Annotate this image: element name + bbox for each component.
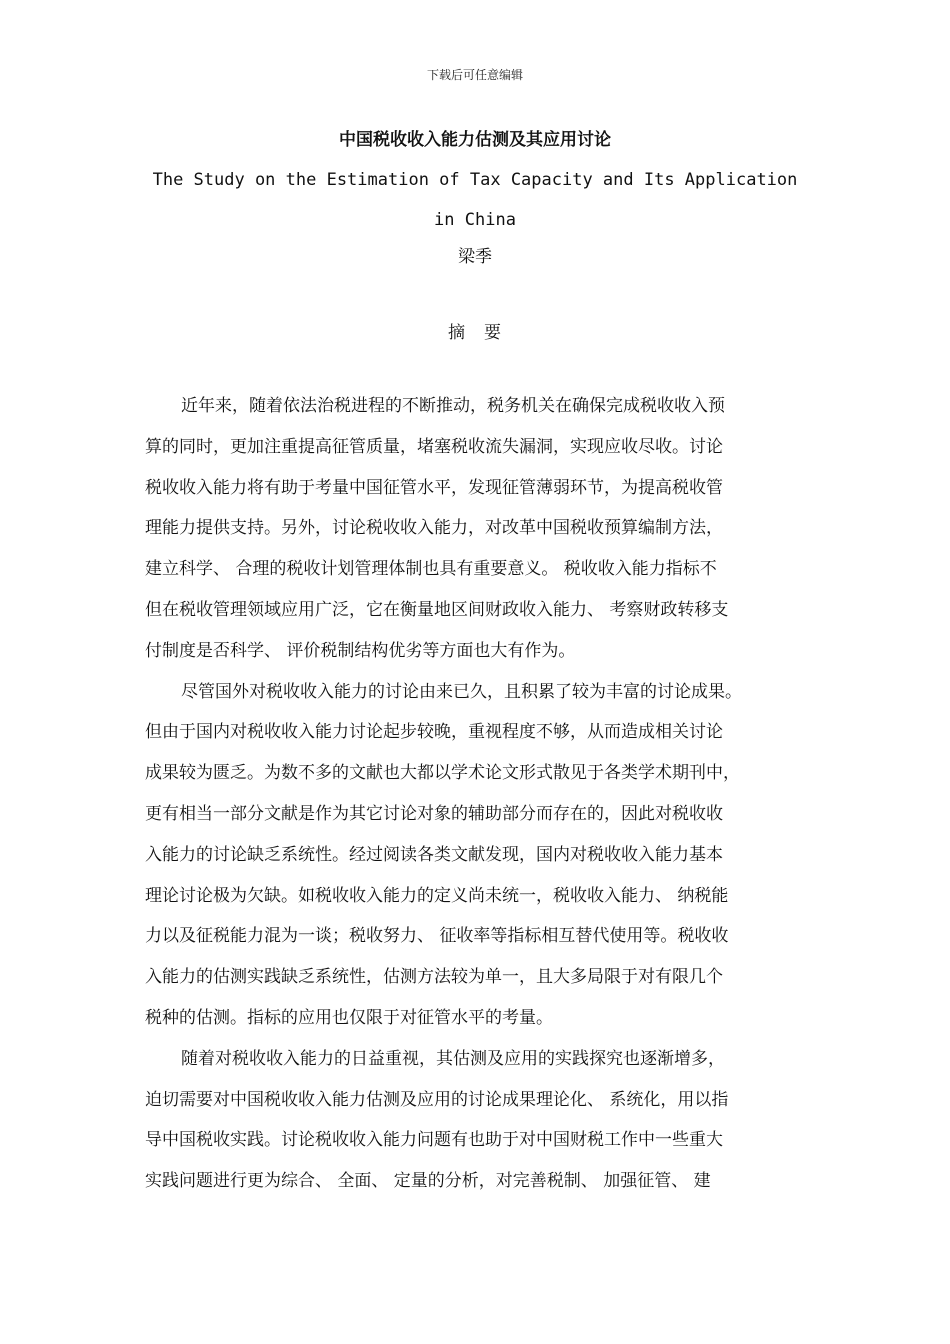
text-line: 但由于国内对税收收入能力讨论起步较晚，重视程度不够，从而造成相关讨论 [145,722,723,743]
text-line: 随着对税收收入能力的日益重视，其估测及应用的实践探究也逐渐增多， [181,1048,725,1069]
text-line: 力以及征税能力混为一谈；税收努力、 征收率等指标相互替代使用等。税收收 [145,926,729,947]
abstract-paragraph-2 [145,672,809,1039]
text-line: 实践问题进行更为综合、 全面、 定量的分析，对完善税制、 加强征管、 建 [145,1171,711,1192]
title-chinese: 中国税收收入能力估测及其应用讨论 [339,130,611,150]
abstract-heading: 摘 要 [448,323,502,343]
text-line: 理能力提供支持。另外，讨论税收收入能力，对改革中国税收预算编制方法， [145,518,723,539]
text-line: 付制度是否科学、 评价税制结构优劣等方面也大有作为。 [145,640,576,661]
text-line: 导中国税收实践。讨论税收收入能力问题有也助于对中国财税工作中一些重大 [145,1130,723,1151]
abstract-body [145,386,809,1202]
text-line: 入能力的讨论缺乏系统性。经过阅读各类文献发现，国内对税收收入能力基本 [145,844,723,865]
text-line: 尽管国外对税收收入能力的讨论由来已久，且积累了较为丰富的讨论成果。 [181,681,742,702]
text-line: 入能力的估测实践缺乏系统性，估测方法较为单一，且大多局限于对有限几个 [145,967,723,988]
text-line: 但在税收管理领域应用广泛，它在衡量地区间财政收入能力、 考察财政转移支 [145,599,729,620]
text-line: 近年来，随着依法治税进程的不断推动，税务机关在确保完成税收收入预 [181,396,725,416]
page-header-note: 下载后可任意编辑 [426,68,523,82]
text-line: 税收收入能力将有助于考量中国征管水平，发现征管薄弱环节，为提高税收管 [145,477,723,498]
title-english: The Study on the Estimation of Tax Capacity and Its Application in China [152,170,798,230]
text-line: 更有相当一部分文献是作为其它讨论对象的辅助部分而存在的，因此对税收收 [145,803,723,824]
text-line: 算的同时，更加注重提高征管质量，堵塞税收流失漏洞，实现应收尽收。讨论 [145,436,723,457]
abstract-paragraph-1 [145,386,809,672]
text-line: 税种的估测。指标的应用也仅限于对征管水平的考量。 [145,1007,553,1028]
text-line: 理论讨论极为欠缺。如税收收入能力的定义尚未统一，税收收入能力、 纳税能 [145,885,729,906]
text-line: 迫切需要对中国税收收入能力估测及应用的讨论成果理论化、 系统化，用以指 [145,1089,729,1110]
text-line: 成果较为匮乏。为数不多的文献也大都以学术论文形式散见于各类学术期刊中， [145,763,740,784]
author-name: 梁季 [458,247,492,267]
text-line: 建立科学、 合理的税收计划管理体制也具有重要意义。 税收收入能力指标不 [145,559,717,580]
abstract-paragraph-3 [145,1039,809,1202]
